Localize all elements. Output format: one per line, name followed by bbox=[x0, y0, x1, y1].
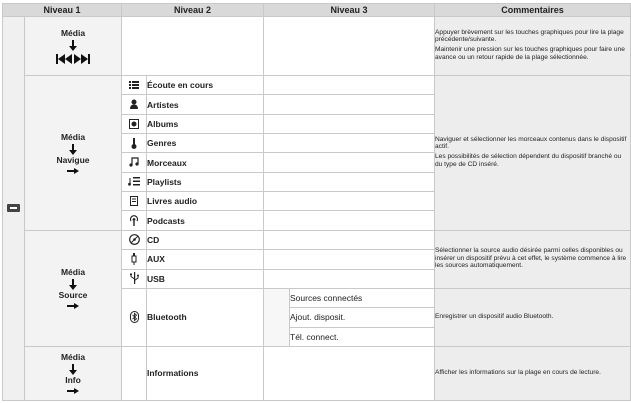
menu-item-playlists[interactable]: Playlists bbox=[147, 172, 264, 191]
podcast-icon bbox=[129, 215, 139, 226]
menu-item-morceaux[interactable]: Morceaux bbox=[147, 153, 264, 172]
level1-media-source: Média Source bbox=[25, 230, 122, 346]
header-commentaires: Commentaires bbox=[435, 4, 631, 17]
level1-media bbox=[25, 17, 122, 76]
artist-icon bbox=[130, 99, 138, 109]
radio-media-icon bbox=[7, 204, 20, 212]
arrow-right-icon bbox=[67, 388, 79, 394]
header-niveau-1: Niveau 1 bbox=[3, 4, 122, 17]
comment-navigue: Naviguer et sélectionner les morceaux contenus dans le dispositif actif. Les possibilités de sélection dépendent du dispositif branché ou du type de CD inséré. bbox=[435, 76, 631, 231]
comment-info: Afficher les informations sur la plage en cours de lecture. bbox=[435, 346, 631, 400]
menu-item-podcasts[interactable]: Podcasts bbox=[147, 211, 264, 230]
arrow-right-icon bbox=[67, 168, 79, 174]
submenu-tel-connect[interactable]: Tél. connect. bbox=[290, 327, 435, 346]
source-label: Source bbox=[58, 290, 88, 301]
cd-icon bbox=[129, 234, 140, 245]
menu-structure-table bbox=[2, 3, 631, 401]
comment-media: Appuyer brèvement sur les touches graphiques pour lire la plage précédente/suivante. Maintenir une pression sur les touches graphiques pour faire une avance ou un retour rapide de la plage sélectionnée. bbox=[435, 17, 631, 76]
navigue-label: Navigue bbox=[56, 154, 90, 165]
note-icon bbox=[129, 157, 139, 167]
header-niveau-3: Niveau 3 bbox=[264, 4, 435, 17]
arrow-down-icon bbox=[69, 364, 77, 375]
menu-item-aux[interactable]: AUX bbox=[147, 250, 264, 269]
menu-item-informations[interactable]: Informations bbox=[147, 346, 264, 400]
playlist-icon bbox=[128, 177, 140, 186]
comment-source: Sélectionner la source audio désirée parmi celles disponibles ou insérer un dispositif prévu à cet effet, le système commence à lire les sources automatiquement. bbox=[435, 230, 631, 288]
skip-buttons bbox=[25, 53, 121, 64]
level2-empty bbox=[122, 17, 264, 76]
audiobook-icon bbox=[130, 196, 138, 206]
menu-item-ecoute-en-cours[interactable]: Écoute en cours bbox=[147, 76, 264, 95]
media-label: Média bbox=[60, 28, 86, 39]
menu-item-bluetooth[interactable]: Bluetooth bbox=[147, 288, 264, 346]
menu-item-livres-audio[interactable]: Livres audio bbox=[147, 192, 264, 211]
level1-media-navigue: Média Navigue bbox=[25, 76, 122, 231]
arrow-down-icon bbox=[69, 40, 77, 51]
arrow-down-icon bbox=[69, 279, 77, 290]
genre-icon bbox=[131, 138, 137, 149]
header-niveau-2: Niveau 2 bbox=[122, 4, 264, 17]
usb-icon bbox=[130, 272, 139, 284]
menu-item-albums[interactable]: Albums bbox=[147, 114, 264, 133]
list-icon-cell bbox=[122, 76, 147, 95]
level3-empty bbox=[264, 17, 435, 76]
arrow-down-icon bbox=[69, 144, 77, 155]
aux-icon bbox=[131, 253, 137, 265]
arrow-right-icon bbox=[67, 303, 79, 309]
submenu-ajout-disposit[interactable]: Ajout. disposit. bbox=[290, 308, 435, 327]
left-icon-column bbox=[3, 17, 25, 401]
info-label: Info bbox=[65, 375, 81, 386]
menu-item-cd[interactable]: CD bbox=[147, 230, 264, 249]
submenu-sources-connectes[interactable]: Sources connectés bbox=[290, 288, 435, 307]
level1-media-info: Média Info bbox=[25, 346, 122, 400]
menu-item-genres[interactable]: Genres bbox=[147, 134, 264, 153]
menu-item-artistes[interactable]: Artistes bbox=[147, 95, 264, 114]
next-track-icon bbox=[74, 54, 90, 64]
bluetooth-icon bbox=[130, 311, 139, 323]
comment-bluetooth: Enregistrer un dispositif audio Bluetooth. bbox=[435, 288, 631, 346]
menu-item-usb[interactable]: USB bbox=[147, 269, 264, 288]
album-icon bbox=[129, 119, 139, 129]
prev-track-icon bbox=[56, 54, 72, 64]
list-icon bbox=[129, 81, 139, 89]
